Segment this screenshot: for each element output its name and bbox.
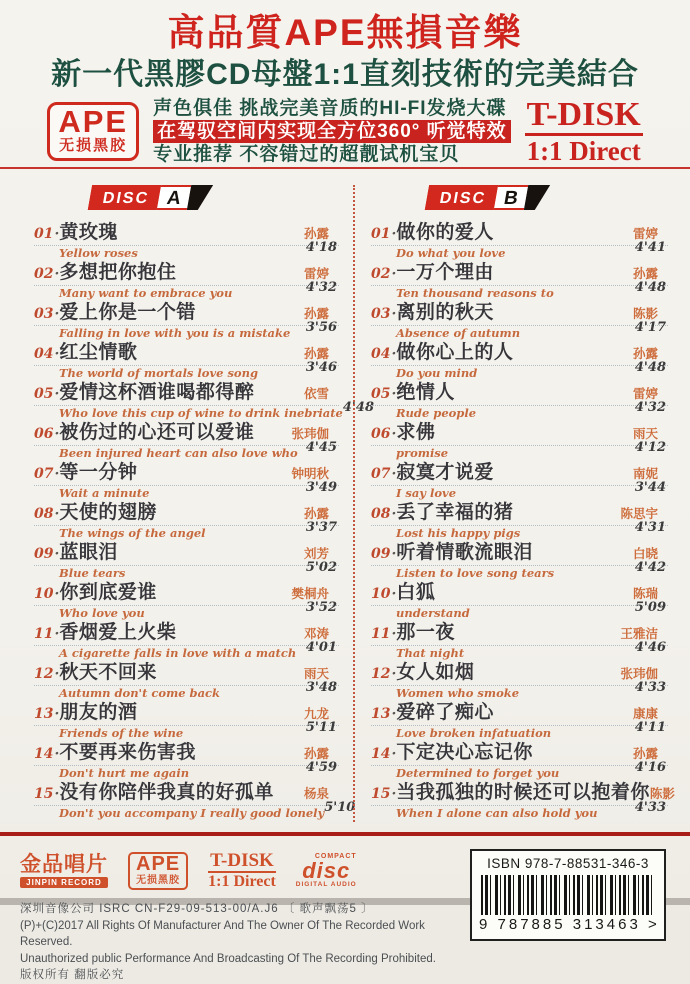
- track-duration: 3'46: [305, 360, 337, 375]
- track-artist: 依雪: [303, 387, 329, 401]
- track-main-row: [371, 702, 668, 726]
- track-subtitle: The wings of the angel: [59, 526, 206, 540]
- track-item: [34, 462, 339, 499]
- track-sub-row: [371, 480, 668, 500]
- track-main-row: [34, 542, 339, 566]
- track-number: 11 ·: [371, 626, 396, 642]
- track-title: 没有你陪伴我真的好孤单: [59, 782, 274, 803]
- track-sub-row: [34, 440, 339, 460]
- track-number: 10 ·: [371, 586, 396, 602]
- track-subtitle: Women who smoke: [396, 686, 520, 700]
- header: [0, 0, 690, 164]
- track-subtitle: Do what you love: [396, 246, 506, 260]
- track-main-row: [34, 462, 339, 486]
- track-title: 朋友的酒: [59, 702, 138, 723]
- track-item: [371, 622, 668, 659]
- track-subtitle: Been injured heart can also love who: [59, 446, 298, 460]
- track-sub-row: [34, 240, 339, 260]
- track-title: 被伤过的心还可以爱谁: [59, 422, 255, 443]
- track-number: 05 ·: [371, 386, 396, 402]
- track-number: 15 ·: [371, 786, 396, 802]
- tdisk-logo-small-top: T-DISK: [210, 850, 274, 871]
- track-subtitle: Who love you: [59, 606, 145, 620]
- track-title: 离别的秋天: [396, 302, 494, 323]
- track-subtitle: Many want to embrace you: [59, 286, 233, 300]
- track-title: 做你心上的人: [396, 342, 514, 363]
- track-main-row: [34, 222, 339, 246]
- track-main-row: [34, 782, 339, 806]
- track-title: 等一分钟: [59, 462, 138, 483]
- track-duration: 4'12: [634, 440, 666, 455]
- track-main-row: [371, 782, 675, 806]
- track-item: [371, 502, 668, 539]
- track-title: 黄玫瑰: [59, 222, 118, 243]
- track-artist: 樊桐舟: [291, 587, 329, 601]
- slogan-line-2-highlighted: 在驾驭空间内实现全方位360° 听觉特效: [153, 120, 511, 143]
- track-duration: 4'32: [305, 280, 337, 295]
- track-main-row: [34, 422, 339, 446]
- track-sub-row: [371, 600, 668, 620]
- track-item: [34, 742, 339, 779]
- track-title: 天使的翅膀: [59, 502, 157, 523]
- ape-logo-small-subtext: 无损黑胶: [136, 875, 181, 886]
- track-title: 红尘情歌: [59, 342, 138, 363]
- track-sub-row: [34, 600, 339, 620]
- footer: [0, 836, 690, 984]
- track-sub-row: [34, 560, 339, 580]
- track-title: 爱上你是一个错: [59, 302, 196, 323]
- track-sub-row: [371, 280, 668, 300]
- track-duration: 3'44: [634, 480, 666, 495]
- track-subtitle: Determined to forget you: [396, 766, 560, 780]
- track-artist: 陈思宇: [620, 507, 658, 521]
- track-artist: 孙露: [303, 307, 329, 321]
- track-duration: 5'02: [305, 560, 337, 575]
- track-number: 02 ·: [371, 266, 396, 282]
- track-duration: 4'33: [634, 800, 666, 815]
- track-duration: 5'11: [305, 720, 337, 735]
- disc-badge: [88, 185, 213, 210]
- track-title: 听着情歌流眼泪: [396, 542, 533, 563]
- track-main-row: [34, 382, 339, 406]
- track-main-row: [371, 262, 668, 286]
- track-item: [371, 342, 668, 379]
- track-title: 爱情这杯酒谁喝都得醉: [59, 382, 255, 403]
- disc-column: [353, 185, 675, 822]
- track-artist: 张玮伽: [291, 427, 329, 441]
- track-number: 01 ·: [34, 226, 59, 242]
- barcode-box: [470, 849, 666, 941]
- track-list: [371, 222, 675, 820]
- track-subtitle: Love broken infatuation: [396, 726, 552, 740]
- track-title: 丢了幸福的猪: [396, 502, 514, 523]
- track-sub-row: [371, 320, 668, 340]
- track-sub-row: [371, 800, 668, 820]
- track-item: [34, 582, 339, 619]
- track-number: 11 ·: [34, 626, 59, 642]
- track-subtitle: understand: [396, 606, 470, 620]
- track-item: [34, 422, 339, 459]
- tdisk-logo-small-bottom: 1:1 Direct: [208, 873, 276, 890]
- slogan-line-3: 专业推荐 不容错过的超靓试机宝贝: [153, 143, 460, 165]
- track-item: [371, 262, 668, 299]
- main-title: 高品質APE無損音樂: [167, 12, 523, 53]
- track-sub-row: [371, 360, 668, 380]
- track-number: 09 ·: [371, 546, 396, 562]
- copyright-notice: 版权所有 翻版必究: [20, 969, 125, 981]
- track-duration: 4'46: [634, 640, 666, 655]
- publisher-isrc-line: 深圳音像公司 ISRC CN-F29-09-513-00/A.J6 〔 歌声飘荡5 〕: [20, 903, 374, 915]
- track-duration: 4'45: [305, 440, 337, 455]
- track-main-row: [371, 462, 668, 486]
- track-subtitle: When I alone can also hold you: [396, 806, 598, 820]
- track-artist: 王雅洁: [620, 627, 658, 641]
- track-duration: 4'31: [634, 520, 666, 535]
- track-number: 01 ·: [371, 226, 396, 242]
- track-sub-row: [371, 680, 668, 700]
- track-sub-row: [34, 760, 339, 780]
- disc-badge: [425, 185, 550, 210]
- jinpin-logo-subtext: JINPIN RECORD: [20, 877, 108, 888]
- disc-columns: [0, 169, 690, 822]
- track-subtitle: I say love: [396, 486, 457, 500]
- track-number: 12 ·: [371, 666, 396, 682]
- track-item: [34, 542, 339, 579]
- track-main-row: [34, 702, 339, 726]
- track-subtitle: Ten thousand reasons to: [396, 286, 554, 300]
- track-duration: 3'48: [305, 680, 337, 695]
- compact-disc-logo-main: disc: [302, 858, 351, 883]
- track-number: 06 ·: [371, 426, 396, 442]
- track-subtitle: That night: [396, 646, 465, 660]
- track-artist: 陈影: [632, 307, 658, 321]
- track-main-row: [34, 262, 339, 286]
- track-duration: 4'16: [634, 760, 666, 775]
- compact-disc-logo-bottom: DIGITAL AUDIO: [295, 881, 357, 888]
- track-main-row: [371, 422, 668, 446]
- track-title: 多想把你抱住: [59, 262, 177, 283]
- track-item: [371, 662, 668, 699]
- track-title: 当我孤独的时候还可以抱着你: [396, 782, 650, 803]
- track-subtitle: Listen to love song tears: [396, 566, 555, 580]
- track-subtitle: Absence of autumn: [396, 326, 521, 340]
- track-duration: 4'48: [634, 280, 666, 295]
- track-subtitle: Autumn don't come back: [59, 686, 221, 700]
- track-duration: 4'41: [634, 240, 666, 255]
- track-title: 一万个理由: [396, 262, 494, 283]
- track-duration: 3'49: [305, 480, 337, 495]
- track-artist: 九龙: [303, 707, 329, 721]
- track-main-row: [34, 342, 339, 366]
- track-title: 白狐: [396, 582, 436, 603]
- disc-badge-flag-icon: [187, 185, 213, 210]
- track-duration: 4'18: [305, 240, 337, 255]
- track-title: 女人如烟: [396, 662, 475, 683]
- track-subtitle: Falling in love with you is a mistake: [59, 326, 291, 340]
- track-title: 下定决心忘记你: [396, 742, 533, 763]
- track-sub-row: [371, 440, 668, 460]
- track-artist: 孙露: [303, 747, 329, 761]
- disc-badge-word: DISC: [88, 185, 162, 210]
- track-sub-row: [34, 320, 339, 340]
- track-title: 爱碎了痴心: [396, 702, 494, 723]
- track-list: [34, 222, 374, 820]
- track-title: 寂寞才说爱: [396, 462, 494, 483]
- ape-badge-text: APE: [58, 103, 129, 139]
- track-item: [34, 662, 339, 699]
- track-main-row: [371, 742, 668, 766]
- track-main-row: [371, 542, 668, 566]
- ape-logo-small: [128, 852, 188, 890]
- tdisk-logo: [525, 97, 643, 166]
- track-main-row: [371, 222, 668, 246]
- jinpin-logo-text: 金品唱片: [20, 853, 108, 876]
- track-artist: 雷婷: [303, 267, 329, 281]
- track-number: 09 ·: [34, 546, 59, 562]
- track-title: 蓝眼泪: [59, 542, 118, 563]
- track-subtitle: Friends of the wine: [59, 726, 184, 740]
- track-artist: 张玮伽: [620, 667, 658, 681]
- track-duration: 5'09: [634, 600, 666, 615]
- track-item: [371, 422, 668, 459]
- track-item: [371, 382, 668, 419]
- track-duration: 4'48: [634, 360, 666, 375]
- track-subtitle: Don't hurt me again: [59, 766, 190, 780]
- track-sub-row: [34, 400, 374, 420]
- track-title: 你到底爱谁: [59, 582, 157, 603]
- track-number: 07 ·: [34, 466, 59, 482]
- track-subtitle: Wait a minute: [59, 486, 150, 500]
- copyright-block: [20, 901, 458, 984]
- track-title: 那一夜: [396, 622, 455, 643]
- track-duration: 3'56: [305, 320, 337, 335]
- track-item: [34, 302, 339, 339]
- tdisk-logo-top: T-DISK: [525, 97, 643, 136]
- isbn-text: ISBN 978-7-88531-346-3: [487, 856, 649, 871]
- track-main-row: [34, 622, 339, 646]
- track-item: [34, 222, 339, 259]
- track-item: [34, 702, 339, 739]
- track-main-row: [371, 582, 668, 606]
- track-duration: 4'59: [305, 760, 337, 775]
- track-number: 13 ·: [34, 706, 59, 722]
- prohibition-line: Unauthorized public Performance And Broadcasting Of The Recording Prohibited.: [20, 952, 436, 965]
- track-duration: 5'10: [324, 800, 356, 815]
- track-subtitle: Yellow roses: [59, 246, 138, 260]
- track-number: 12 ·: [34, 666, 59, 682]
- track-subtitle: The world of mortals love song: [59, 366, 258, 380]
- track-sub-row: [371, 400, 668, 420]
- track-sub-row: [371, 240, 668, 260]
- track-number: 13 ·: [371, 706, 396, 722]
- track-artist: 孙露: [303, 227, 329, 241]
- disc-column: [34, 185, 374, 822]
- disc-badge-flag-icon: [524, 185, 550, 210]
- track-number: 04 ·: [34, 346, 59, 362]
- track-subtitle: A cigarette falls in love with a match: [59, 646, 297, 660]
- track-sub-row: [371, 520, 668, 540]
- track-artist: 孙露: [632, 347, 658, 361]
- track-subtitle: Lost his happy pigs: [396, 526, 521, 540]
- track-number: 08 ·: [34, 506, 59, 522]
- compact-disc-logo-top: COMPACT: [314, 853, 357, 860]
- track-item: [34, 502, 339, 539]
- logo-row: [20, 845, 458, 897]
- track-duration: 4'32: [634, 400, 666, 415]
- track-artist: 孙露: [303, 347, 329, 361]
- barcode-bars: [481, 875, 655, 915]
- tdisk-logo-bottom: 1:1 Direct: [526, 135, 641, 166]
- track-title: 做你的爱人: [396, 222, 494, 243]
- track-sub-row: [371, 640, 668, 660]
- track-sub-row: [371, 560, 668, 580]
- track-duration: 3'52: [305, 600, 337, 615]
- track-number: 08 ·: [371, 506, 396, 522]
- track-sub-row: [34, 480, 339, 500]
- track-title: 秋天不回来: [59, 662, 157, 683]
- track-item: [34, 382, 374, 420]
- track-item: [371, 782, 675, 820]
- track-duration: 4'11: [634, 720, 666, 735]
- ape-badge: [47, 102, 139, 161]
- track-artist: 雨天: [632, 427, 658, 441]
- track-subtitle: Rude people: [396, 406, 477, 420]
- track-artist: 康康: [632, 707, 658, 721]
- track-main-row: [34, 742, 339, 766]
- track-duration: 4'33: [634, 680, 666, 695]
- track-item: [371, 222, 668, 259]
- jinpin-record-logo: [20, 854, 108, 888]
- track-title: 求佛: [396, 422, 436, 443]
- track-artist: 南妮: [632, 467, 658, 481]
- track-subtitle: Blue tears: [59, 566, 126, 580]
- track-title: 不要再来伤害我: [59, 742, 196, 763]
- track-sub-row: [34, 680, 339, 700]
- track-sub-row: [371, 760, 668, 780]
- ape-badge-subtext: 无损黑胶: [59, 136, 128, 154]
- track-sub-row: [34, 800, 356, 820]
- track-artist: 陈瑞: [632, 587, 658, 601]
- track-artist: 陈影: [649, 787, 675, 801]
- track-number: 02 ·: [34, 266, 59, 282]
- track-main-row: [34, 302, 339, 326]
- rights-line: (P)+(C)2017 All Rights Of Manufacturer And The Owner Of The Recorded Work Reserved.: [20, 919, 425, 948]
- track-sub-row: [371, 720, 668, 740]
- slogan-line-1: 声色俱佳 挑战完美音质的HI-FI发烧大碟: [153, 97, 507, 119]
- track-sub-row: [34, 520, 339, 540]
- track-item: [34, 782, 356, 820]
- track-subtitle: Who love this cup of wine to drink inebriate: [59, 406, 343, 420]
- track-number: 03 ·: [371, 306, 396, 322]
- track-item: [34, 342, 339, 379]
- track-main-row: [34, 582, 339, 606]
- track-number: 06 ·: [34, 426, 59, 442]
- track-main-row: [371, 342, 668, 366]
- track-number: 14 ·: [34, 746, 59, 762]
- track-subtitle: Don't you accompany I really good lonely: [59, 806, 325, 820]
- track-number: 07 ·: [371, 466, 396, 482]
- track-sub-row: [34, 640, 339, 660]
- track-main-row: [371, 302, 668, 326]
- track-artist: 钟明秋: [291, 467, 329, 481]
- track-number: 15 ·: [34, 786, 59, 802]
- footer-left: [20, 845, 458, 984]
- track-item: [371, 302, 668, 339]
- track-main-row: [34, 662, 339, 686]
- track-item: [371, 462, 668, 499]
- track-subtitle: promise: [396, 446, 449, 460]
- disc-badge-word: DISC: [425, 185, 499, 210]
- track-main-row: [34, 502, 339, 526]
- track-duration: 4'48: [342, 400, 374, 415]
- track-subtitle: Do you mind: [396, 366, 478, 380]
- track-duration: 3'37: [305, 520, 337, 535]
- track-artist: 雨天: [303, 667, 329, 681]
- track-title: 香烟爱上火柴: [59, 622, 177, 643]
- track-artist: 雷婷: [632, 227, 658, 241]
- track-main-row: [371, 662, 668, 686]
- disc-badge-letter: A: [157, 185, 191, 210]
- track-artist: 刘芳: [303, 547, 329, 561]
- track-number: 04 ·: [371, 346, 396, 362]
- track-sub-row: [34, 280, 339, 300]
- slogan-block: [153, 98, 511, 165]
- track-artist: 邓涛: [303, 627, 329, 641]
- track-item: [34, 262, 339, 299]
- ape-logo-small-text: APE: [136, 853, 181, 875]
- track-sub-row: [34, 720, 339, 740]
- badge-row: [0, 95, 690, 166]
- track-artist: 孙露: [303, 507, 329, 521]
- track-duration: 4'01: [305, 640, 337, 655]
- subtitle: 新一代黑膠CD母盤1:1直刻技術的完美結合: [51, 58, 639, 91]
- track-duration: 4'17: [634, 320, 666, 335]
- track-number: 14 ·: [371, 746, 396, 762]
- track-sub-row: [34, 360, 339, 380]
- disc-badge-letter: B: [494, 185, 528, 210]
- track-title: 绝情人: [396, 382, 455, 403]
- track-artist: 孙露: [632, 747, 658, 761]
- track-item: [371, 542, 668, 579]
- track-number: 03 ·: [34, 306, 59, 322]
- track-main-row: [371, 622, 668, 646]
- track-number: 05 ·: [34, 386, 59, 402]
- track-main-row: [371, 382, 668, 406]
- tdisk-logo-small: [208, 851, 276, 891]
- track-duration: 4'42: [634, 560, 666, 575]
- track-item: [371, 582, 668, 619]
- barcode-digits: 9 787885 313463 >: [479, 916, 660, 933]
- compact-disc-logo: [296, 853, 357, 889]
- track-artist: 白晓: [632, 547, 658, 561]
- track-number: 10 ·: [34, 586, 59, 602]
- track-artist: 孙露: [632, 267, 658, 281]
- track-item: [34, 622, 339, 659]
- track-main-row: [371, 502, 668, 526]
- track-item: [371, 702, 668, 739]
- track-artist: 雷婷: [632, 387, 658, 401]
- track-item: [371, 742, 668, 779]
- track-artist: 杨泉: [303, 787, 329, 801]
